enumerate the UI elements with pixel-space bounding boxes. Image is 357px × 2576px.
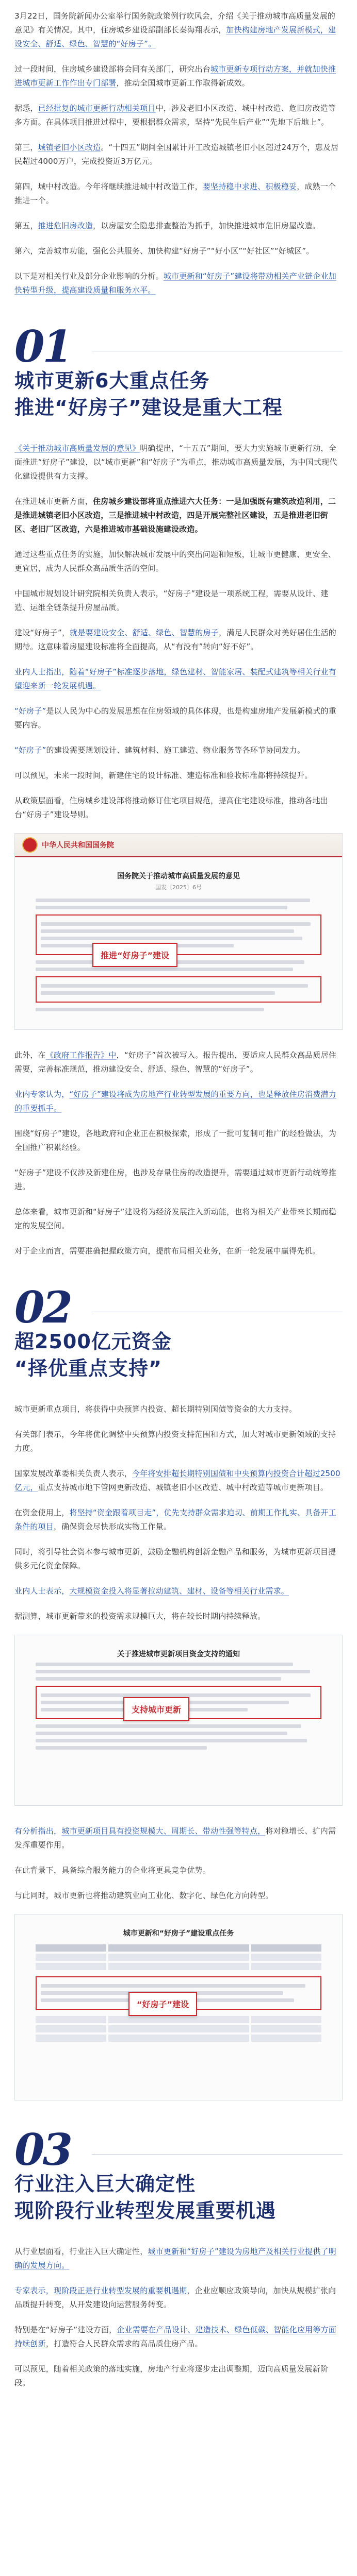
table-cell <box>36 2016 106 2023</box>
text-line <box>36 1739 307 1742</box>
table-cell <box>108 2025 249 2032</box>
section-title-line2: 推进“好房子”建设是重大工程 <box>14 396 283 419</box>
text: 3月22日，国务院新闻办公室举行国务院政策例行吹风会，介绍《关于推动城市高质量发展的意见》有关情况。 <box>14 11 336 35</box>
table-header-cell <box>108 1944 249 1952</box>
document-screenshot-figure <box>14 1914 343 2100</box>
site-name: 中华人民共和国国务院 <box>42 841 114 850</box>
text-line <box>36 1746 207 1750</box>
text: 的建设需要规划设计、建筑材料、施工建造、物业服务等各环节协同发力。 <box>46 745 305 755</box>
text: 将对稳增长、扩内需发挥重要作用。 <box>14 1826 336 1850</box>
blue-text: 有分析指出， <box>14 1826 62 1836</box>
text-line <box>36 1008 264 1011</box>
table-cell <box>251 2035 322 2042</box>
table-cell <box>251 2025 322 2032</box>
section-header-02 <box>14 1282 343 1382</box>
highlight-box <box>36 914 321 955</box>
text-line <box>36 1732 287 1735</box>
document-body <box>15 857 342 1024</box>
section-title-line1: 行业注入巨大确定性 <box>14 2173 196 2195</box>
highlight-text: 城镇老旧小区改造 <box>38 143 101 152</box>
text: 此外，在 <box>14 1050 46 1060</box>
paragraph <box>14 219 343 233</box>
highlight-text: 已经批复的城市更新行动相关项目 <box>38 104 156 113</box>
paragraph: 有关部门表示，今年将优化调整中央预算内投资支持范围和方式，加大对城市更新领域的支持力度。 <box>14 1430 336 1453</box>
intro-paragraph <box>14 9 343 51</box>
paragraph: “好房子”建设不仅涉及新建住房，也涉及存量住房的改造提升，需要通过城市更新行动统筹推进。 <box>14 1168 336 1191</box>
table-cell <box>108 1963 249 1970</box>
text-line <box>41 1984 305 1988</box>
paragraph <box>14 1088 343 1115</box>
section-number: 03 <box>14 2124 71 2175</box>
text-line <box>36 1670 310 1673</box>
section-number: 01 <box>14 321 71 372</box>
document-title: 城市更新和“好房子”建设重点任务 <box>123 1929 234 1938</box>
text: ，满足人民群众对美好居住生活的期待。这意味着房屋建设标准将全面提高，从“有没有”转向“好不好”。 <box>14 628 336 651</box>
blue-text: “好房子” <box>14 706 46 716</box>
paragraph: 城市更新重点项目，将获得中央预算内投资、超长期特别国债等资金的大力支持。 <box>14 1404 297 1414</box>
gov-site-header <box>15 834 342 857</box>
table-cell <box>36 2025 106 2032</box>
paragraph <box>14 626 343 654</box>
highlight-text: “好房子”建设将成为房地产行业转型发展的重要方向，也是释放住房消费潜力的重要抓手。 <box>14 1090 336 1113</box>
text-line <box>41 1693 311 1697</box>
highlight-text: 将坚持“资金跟着项目走”，优先支持群众需求迫切、前期工作扎实、具备开工条件的项目 <box>14 1508 336 1531</box>
highlight-text: 企业需要在产品设计、建造技术、绿色低碳、智能化应用等方面持续创新 <box>14 2325 336 2348</box>
text: 第三， <box>14 143 38 152</box>
paragraph <box>14 704 343 732</box>
text-line <box>36 1724 301 1728</box>
text: ，以房屋安全隐患排查整治为抓手，加快推进城市危旧房屋改造。 <box>93 221 320 230</box>
text: 是以人民为中心的发展思想在住房领域的具体体现，也是构建房地产发展新模式的重要内容。 <box>14 706 336 730</box>
document-screenshot-figure <box>14 1635 343 1806</box>
blue-text: 业内人士指出， <box>14 667 70 676</box>
highlight-text: 城市更新和“好房子”建设为房地产及相关行业提供了明确的发展方向。 <box>14 2247 336 2270</box>
text-line <box>41 991 275 995</box>
table-cell <box>251 1954 322 1961</box>
paragraph: 同时，将引导社会资本参与城市更新，鼓励金融机构创新金融产品和服务，为城市更新项目提供多元化资金保障。 <box>14 1547 336 1570</box>
table <box>36 1944 321 1970</box>
text: 过一段时间，住房城乡建设部将会同有关部门，研究出台 <box>14 64 211 74</box>
text: ，推动全国城市更新工作取得新成效。 <box>116 78 250 88</box>
paragraph: 围绕“好房子”建设，各地政府和企业正在积极探索，形成了一批可复制可推广的经验做法，为全国推广积累经验。 <box>14 1129 336 1152</box>
text: ，企业应顺应政策导向，加快从规模扩张向品质提升转变，从开发建设向运营服务转变。 <box>14 2286 336 2309</box>
paragraph: 第六，完善城市功能，强化公共服务、加快构建“好房子”“好小区”“好社区”“好城区”。 <box>14 246 314 256</box>
text: 第五， <box>14 221 38 230</box>
document-number: 国发〔2025〕6号 <box>155 884 202 891</box>
highlight-text: 城市更新和“好房子”建设将带动相关产业链企业加快转型升级，提高建设质量和服务水平。 <box>14 272 336 295</box>
paragraph <box>14 1584 343 1598</box>
text-line <box>41 937 302 940</box>
blue-text: “好房子” <box>14 745 46 755</box>
text: 国家发展改革委相关负责人表示， <box>14 1469 133 1478</box>
table-cell <box>108 1954 249 1961</box>
paragraph: 从政策层面看，住房城乡建设部将推动修订住宅项目规范，提高住宅建设标准，推动各地出台“好房子”建设导则。 <box>14 796 329 819</box>
table-cell <box>36 2035 106 2042</box>
text: 其中，住房城乡建设部副部长秦海翔表示， <box>77 25 226 35</box>
paragraph: 对于企业而言，需要准确把握政策方向，提前布局相关业务，在新一轮发展中赢得先机。 <box>14 1246 320 1256</box>
text: 在推进城市更新方面， <box>14 497 93 506</box>
table-cell <box>36 1963 106 1970</box>
section-number: 02 <box>14 1282 71 1333</box>
text: 建设“好房子”， <box>14 628 70 637</box>
text-line <box>36 968 293 971</box>
paragraph: 总体来看，城市更新和“好房子”建设将为经济发展注入新动能，也将为相关产业带来长期而稳定的发展空间。 <box>14 1207 336 1230</box>
paragraph <box>14 269 343 297</box>
text-line <box>36 1663 293 1666</box>
table-header-cell <box>251 1944 322 1952</box>
paragraph: 在此背景下，具备综合服务能力的企业将更具竞争优势。 <box>14 1866 211 1875</box>
text: 在资金使用上， <box>14 1508 70 1517</box>
document-title: 关于推进城市更新项目资金支持的通知 <box>117 1650 240 1658</box>
callout-label: “好房子”建设 <box>128 1992 197 2016</box>
text-line <box>36 1677 281 1681</box>
paragraph <box>14 141 343 168</box>
table-cell <box>251 2016 322 2023</box>
paragraph: 据测算，城市更新带来的投资需求规模巨大，将在较长时期内持续释放。 <box>14 1612 266 1621</box>
paragraph <box>14 1048 343 1076</box>
highlight-text: 大规模资金投入将显著拉动建筑、建材、设备等相关行业需求。 <box>69 1586 289 1596</box>
text-line <box>41 922 311 926</box>
text: 第四，城中村改造。今年将继续推进城中村改造工作， <box>14 182 203 191</box>
section-title-line2: “择优重点支持” <box>14 1357 162 1380</box>
callout-label: 推进“好房子”建设 <box>92 943 177 967</box>
text: ，确保资金尽快形成实物工作量。 <box>54 1522 172 1531</box>
paragraph <box>14 743 343 757</box>
paragraph: 通过这些重点任务的实施，加快解决城市发展中的突出问题和短板，让城市更健康、更安全、更宜居，成为人民群众高品质生活的空间。 <box>14 550 336 573</box>
highlight-text: 推进危旧房改造 <box>38 221 93 230</box>
highlight-text: 城市更新项目具有投资规模大、周期长、带动性强等特点， <box>61 1826 266 1836</box>
paragraph <box>14 442 343 483</box>
document-screenshot-figure <box>14 833 343 1030</box>
section-title-line1: 超2500亿元资金 <box>14 1330 172 1353</box>
table-cell <box>251 1963 322 1970</box>
section-title-line1: 城市更新6大重点任务 <box>14 369 210 392</box>
paragraph <box>14 101 343 129</box>
blue-text: 业内人士表示， <box>14 1586 70 1596</box>
table-cell <box>108 2016 249 2023</box>
text: 特别是在“好房子”建设方面， <box>14 2325 117 2334</box>
text-line <box>36 899 310 902</box>
highlight-text: 今年将安排超长期特别国债和中央预算内投资合计超过2500亿元， <box>14 1469 340 1492</box>
text: 中，涉及老旧小区改造、城中村改造、危旧房改造等多方面。在具体项目推进过程中，要根据群众需求，坚持“先民生后产业”“先地下后地上”。 <box>14 104 336 127</box>
text: ，“好房子”首次被写入。报告提出，要适应人民群众高品质居住需要，完善标准规范，推动建设安全、舒适、绿色、智慧的“好房子”。 <box>14 1050 336 1074</box>
text: ，打造符合人民群众需求的高品质住房产品。 <box>45 2339 203 2348</box>
text: 明确提出，“十五五”期间，要大力实施城市更新行动，全面推进“好房子”建设，以“城市更新”和“好房子”为重点，推动城市高质量发展，为中国式现代化建设提供有力支撑。 <box>14 444 337 481</box>
highlight-text: 《政府工作报告》中 <box>45 1050 117 1060</box>
section-divider <box>92 2154 343 2155</box>
callout-label: 支持城市更新 <box>123 1697 189 1721</box>
text: 据悉， <box>14 104 38 113</box>
document-body <box>15 1914 342 2057</box>
text-line <box>41 984 308 988</box>
highlight-text: 要坚持稳中求进、积极稳妥 <box>202 182 297 191</box>
bold-text: 住房城乡建设部将重点推进六大任务：一是加强既有建筑改造利用，二是推进城镇老旧小区改造，三是推进城中村改造，四是开展完整社区建设，五是推进老旧街区、老旧厂区改造，六是推进城市基础设施建设改造。 <box>14 497 336 534</box>
paragraph: 可以预见，未来一段时间，新建住宅的设计标准、建造标准和验收标准都将持续提升。 <box>14 771 313 780</box>
blue-text: 专家表示， <box>14 2286 54 2295</box>
paragraph <box>14 62 343 90</box>
paragraph <box>14 495 343 536</box>
paragraph <box>14 2323 343 2351</box>
text-line <box>41 929 294 933</box>
table-cell <box>36 1954 106 1961</box>
table-cell <box>108 2035 249 2042</box>
highlight-text: 城市更新专项行动方案，并就加快推进城市更新工作作出专门部署 <box>14 64 336 88</box>
section-header-03 <box>14 2124 343 2224</box>
document-title: 国务院关于推动城市高质量发展的意见 <box>117 872 240 880</box>
section-header-01 <box>14 321 343 421</box>
highlight-text: 就是要建设安全、舒适、绿色、智慧的房子 <box>70 628 219 637</box>
paragraph <box>14 2245 343 2273</box>
text: 。“十四五”期间全国累计开工改造城镇老旧小区超过24万个，惠及居民超过4000万户，完成投资近3万亿元。 <box>14 143 339 166</box>
paragraph: 可以预见，随着相关政策的落地实施，房地产行业将逐步走出调整期，迈向高质量发展新阶段。 <box>14 2364 329 2387</box>
paragraph: 中国城市规划设计研究院相关负责人表示，“好房子”建设是一项系统工程，需要从设计、建造、运维全链条提升房屋品质。 <box>14 589 329 612</box>
text: 以下是对相关行业及部分企业影响的分析。 <box>14 272 164 281</box>
paragraph <box>14 2284 343 2312</box>
text: 重点支持城市地下管网更新改造、城镇老旧小区改造、城中村改造等城市更新项目。 <box>38 1483 329 1492</box>
text-line <box>36 906 287 909</box>
paragraph <box>14 1824 343 1852</box>
highlight-text: 加快构建房地产发展新模式，建设安全、舒适、绿色、智慧的“好房子”。 <box>14 25 336 48</box>
highlight-text: 随着“好房子”标准逐步落地，绿色建材、智能家居、装配式建筑等相关行业有望迎来新一轮发展机遇。 <box>14 667 336 690</box>
highlight-text: 《关于推动城市高质量发展的意见》 <box>14 444 140 453</box>
blue-text: 业内专家认为， <box>14 1090 70 1099</box>
paragraph: 与此同时，城市更新也将推动建筑业向工业化、数字化、绿色化方向转型。 <box>14 1891 273 1900</box>
national-emblem-icon <box>22 837 38 853</box>
highlight-box <box>36 976 321 1003</box>
paragraph <box>14 665 343 693</box>
section-title-line2: 现阶段行业转型发展重要机遇 <box>14 2199 277 2222</box>
paragraph <box>14 1467 343 1495</box>
highlight-text: 现阶段正是行业转型发展的重要机遇期 <box>54 2286 187 2295</box>
text: 从行业层面看，行业注入巨大确定性， <box>14 2247 148 2256</box>
paragraph <box>14 1506 343 1534</box>
paragraph <box>14 180 343 208</box>
table-header-cell <box>36 1944 106 1952</box>
text: ，成熟一个推进一个。 <box>14 182 336 205</box>
table <box>36 2016 321 2042</box>
